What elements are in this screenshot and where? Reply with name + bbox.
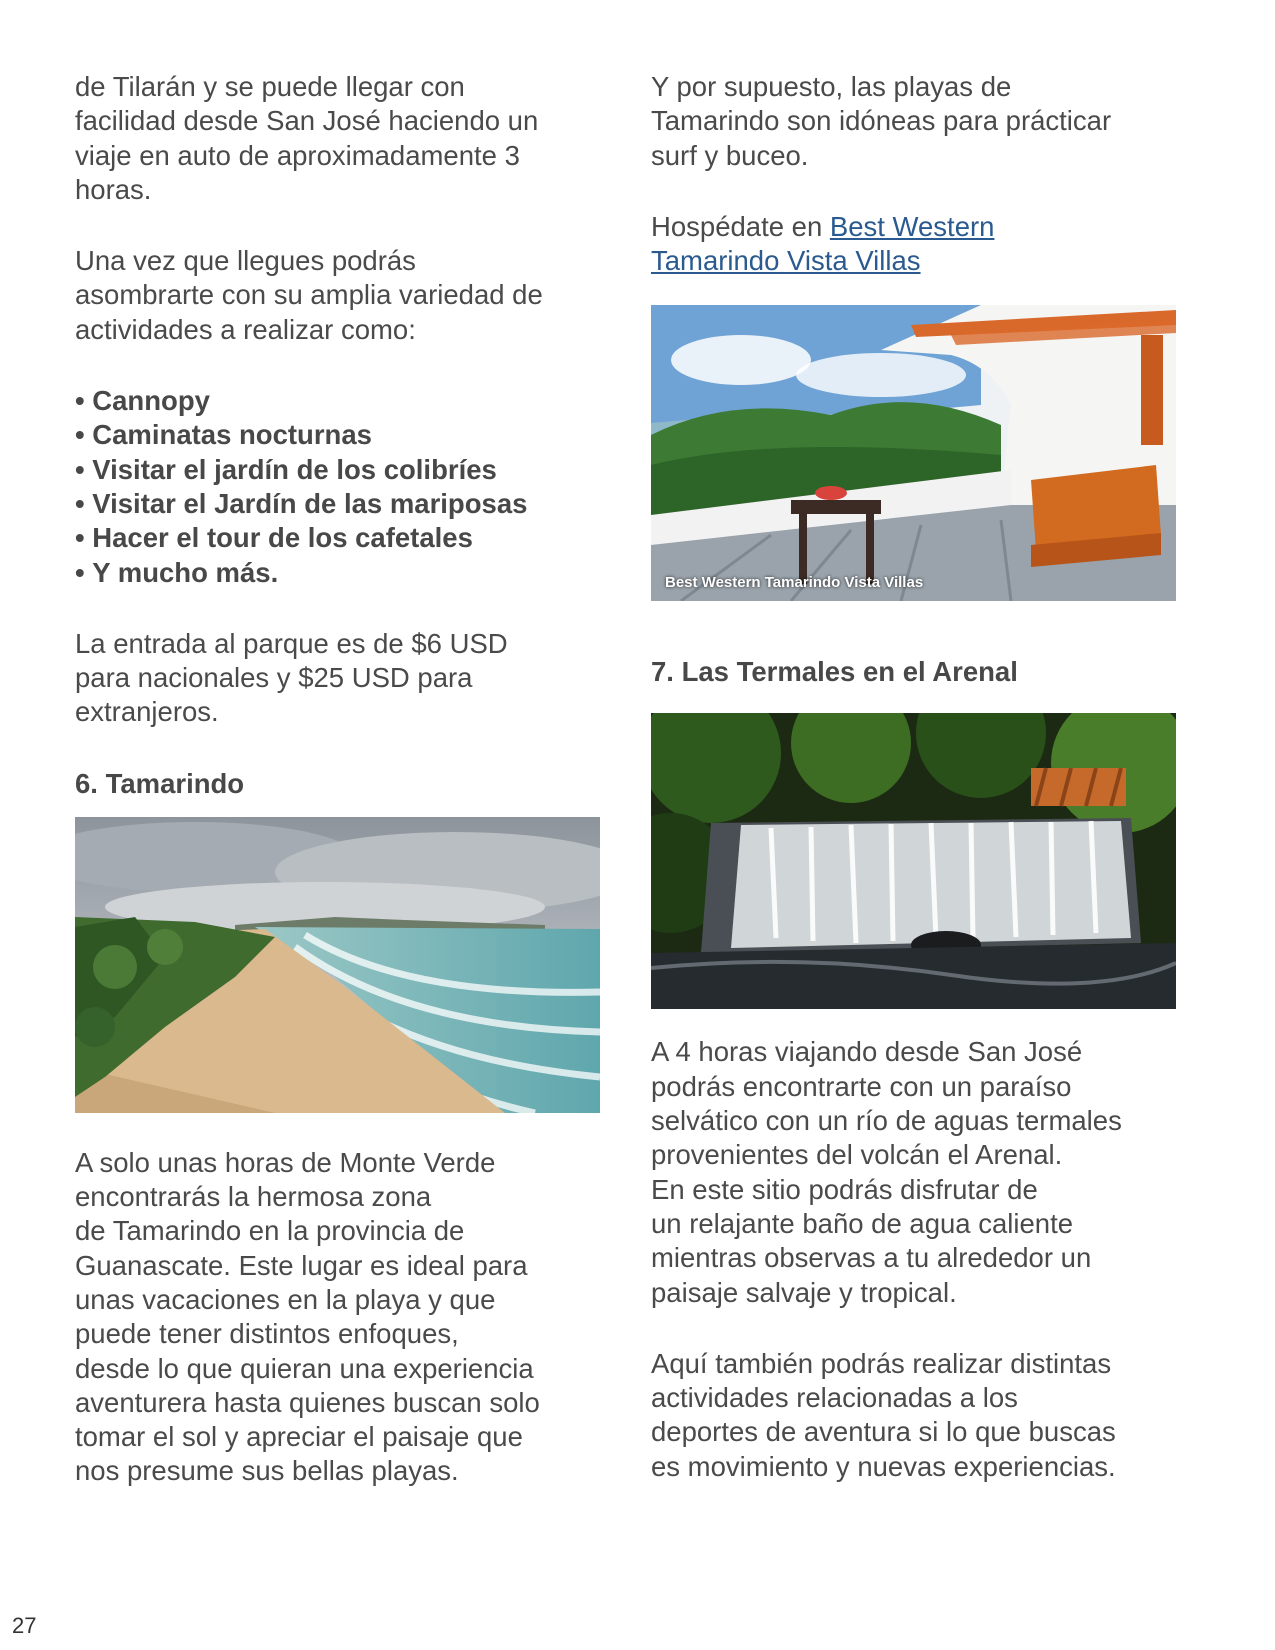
left-column (75, 70, 635, 1489)
section-title-tamarindo: 6. Tamarindo (75, 767, 245, 799)
price-paragraph: La entrada al parque es de $6 USD para nacionales y $25 USD para extranjeros. (75, 627, 508, 728)
hotel-photo (651, 305, 1176, 601)
hotel-illustration (651, 305, 1176, 601)
section-title-arenal: 7. Las Termales en el Arenal (651, 656, 1018, 688)
intro-paragraph: de Tilarán y se puede llegar con facilidad desde San José haciendo un viaje en auto de aproximadamente 3 horas. (75, 71, 539, 205)
beach-illustration (75, 817, 600, 1113)
page-number: 27 (12, 1613, 37, 1638)
adventure-paragraph: Aquí también podrás realizar distintas actividades relacionadas a los deportes de aventura si lo que buscas es movimiento y nuevas experiencias. (651, 1347, 1116, 1482)
arenal-paragraph: A 4 horas viajando desde San José podrás encontrarte con un paraíso selvático con un río de aguas termales provenientes del volcán el Arenal. En este sitio podrás disfrutar de un relajante baño de agua caliente mientras observas a tu alrededor un paisaje salvaje y tropical. (651, 1036, 1122, 1308)
list-item: • Cannopy (75, 384, 635, 418)
list-item: • Hacer el tour de los cafetales (75, 521, 635, 555)
list-item: • Caminatas nocturnas (75, 418, 635, 452)
list-item: • Visitar el jardín de los colibríes (75, 453, 635, 487)
list-item: • Y mucho más. (75, 556, 635, 590)
activities-intro-paragraph: Una vez que llegues podrás asombrarte con su amplia variedad de actividades a realizar como: (75, 245, 543, 345)
hotel-link-line-2[interactable]: Tamarindo Vista Villas (651, 245, 921, 277)
list-item: • Visitar el Jardín de las mariposas (75, 487, 635, 521)
waterfall-photo (651, 713, 1176, 1009)
surf-paragraph: Y por supuesto, las playas de Tamarindo son idóneas para prácticar surf y buceo. (651, 71, 1112, 171)
hotel-link-line-1[interactable]: Best Western (829, 210, 995, 242)
waterfall-illustration (651, 713, 1176, 1009)
right-column (651, 70, 1211, 1484)
beach-photo (75, 817, 600, 1113)
hotel-paragraph (651, 210, 1211, 279)
hotel-prefix: Hospédate en (651, 210, 830, 242)
hotel-photo-caption: Best Western Tamarindo Vista Villas (665, 574, 924, 592)
activities-list (75, 384, 635, 590)
tamarindo-paragraph: A solo unas horas de Monte Verde encontrarás la hermosa zona de Tamarindo en la provincia de Guanascate. Este lugar es ideal para unas vacaciones en la playa y que puede tener distintos enfoques, desde lo que quieran una experiencia aventurera hasta quienes buscan solo tomar el sol y apreciar el paisaje que nos presume sus bellas playas. (75, 1146, 540, 1487)
